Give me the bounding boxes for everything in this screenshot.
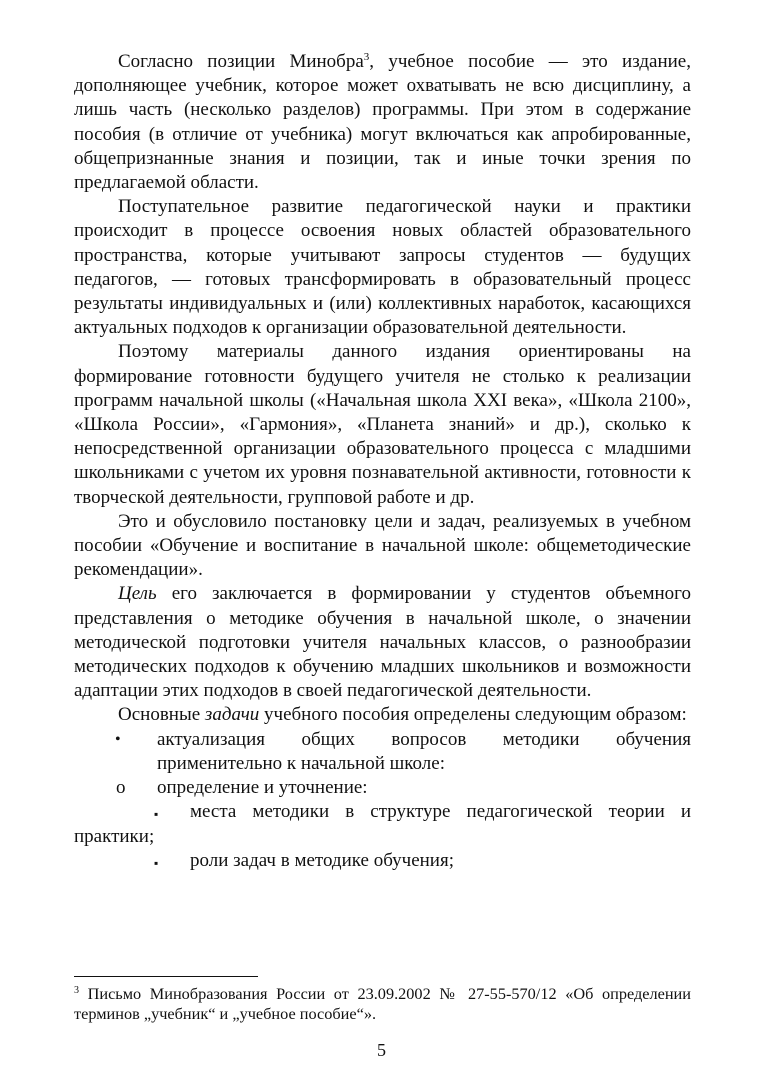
footnote-text: Письмо Минобразования России от 23.09.2002 № 27-55-570/12 «Об определении терминов „учебник“ и „учебное пособие“».: [74, 984, 691, 1023]
square-bullet-icon: ▪: [154, 855, 159, 870]
list-item-level-3: [74, 849, 691, 873]
page-number: 5: [377, 1040, 386, 1060]
list-item-text: места методики в структуре педагогической теории и практики;: [74, 801, 691, 847]
footnote-separator: [74, 976, 258, 977]
paragraph-4: Это и обусловило постановку цели и задач, реализуемых в учебном пособии «Обучение и воспитание в начальной школе: общеметодические рекомендации».: [74, 510, 691, 581]
paragraph-6: [74, 703, 691, 727]
paragraph-2: Поступательное развитие педагогической науки и практики происходит в процессе освоения новых областей образовательного пространства, которые учитывают запросы студентов — будущих педагогов, — готовых трансформировать в образовательный процесс результаты индивидуальных и (или) коллективных наработок, касающихся актуальных подходов к организации образовательной деятельности.: [74, 196, 691, 339]
bullet-icon: •: [115, 730, 121, 748]
list-item-text: роли задач в методике обучения;: [190, 849, 454, 871]
footnote-number: 3: [74, 985, 79, 996]
paragraph-5: [74, 582, 691, 703]
footnote-reference[interactable]: 3: [363, 51, 370, 63]
paragraph-1-end: , учебное пособие — это издание, дополняющее учебник, которое может охватывать не всю дисциплину, а лишь часть (несколько разделов) программы. При этом в содержание пособия (в отличие от учебника) могут включаться как апробированные, общепризнанные знания и позиции, так и иные точки зрения по предлагаемой области.: [74, 51, 691, 194]
paragraph-3: Поэтому материалы данного издания ориентированы на формирование готовности будущего учителя не столько к реализации программ начальной школы («Начальная школа XXI века», «Школа 2100», «Школа России», «Гармония», «Планета знаний» и др.), сколько к непосредственной организации образовательного процесса с младшими школьниками с учетом их уровня познавательной активности, готовности к творческой деятельности, групповой работе и др.: [74, 341, 691, 508]
paragraph-5-text: его заключается в формировании у студентов объемного представления о методике обучения в начальной школе, о значении методической подготовки учителя начальных классов, о разнообразии методических подходов к обучению младших школьников и возможности адаптации этих подходов в своей педагогической деятельности.: [74, 583, 691, 702]
list-item-level-3: [74, 800, 691, 848]
list-item-text: определение и уточнение:: [157, 777, 368, 799]
list-item-level-1: [74, 728, 691, 776]
list-item-text: актуализация общих вопросов методики обучения применительно к начальной школе:: [157, 728, 691, 774]
paragraph-6-start: Основные: [118, 704, 205, 726]
paragraph-1: [74, 50, 691, 195]
tasks-list: [74, 728, 691, 873]
circle-bullet-icon: o: [116, 777, 126, 799]
paragraph-6-end: учебного пособия определены следующим образом:: [259, 704, 687, 726]
goal-term: Цель: [118, 583, 157, 605]
square-bullet-icon: ▪: [154, 807, 159, 822]
body-text: [74, 50, 691, 873]
paragraph-1-start: Согласно позиции Минобра: [118, 51, 364, 72]
footnote: [74, 984, 691, 1024]
tasks-term: задачи: [204, 704, 260, 726]
list-item-level-2: [74, 776, 691, 800]
